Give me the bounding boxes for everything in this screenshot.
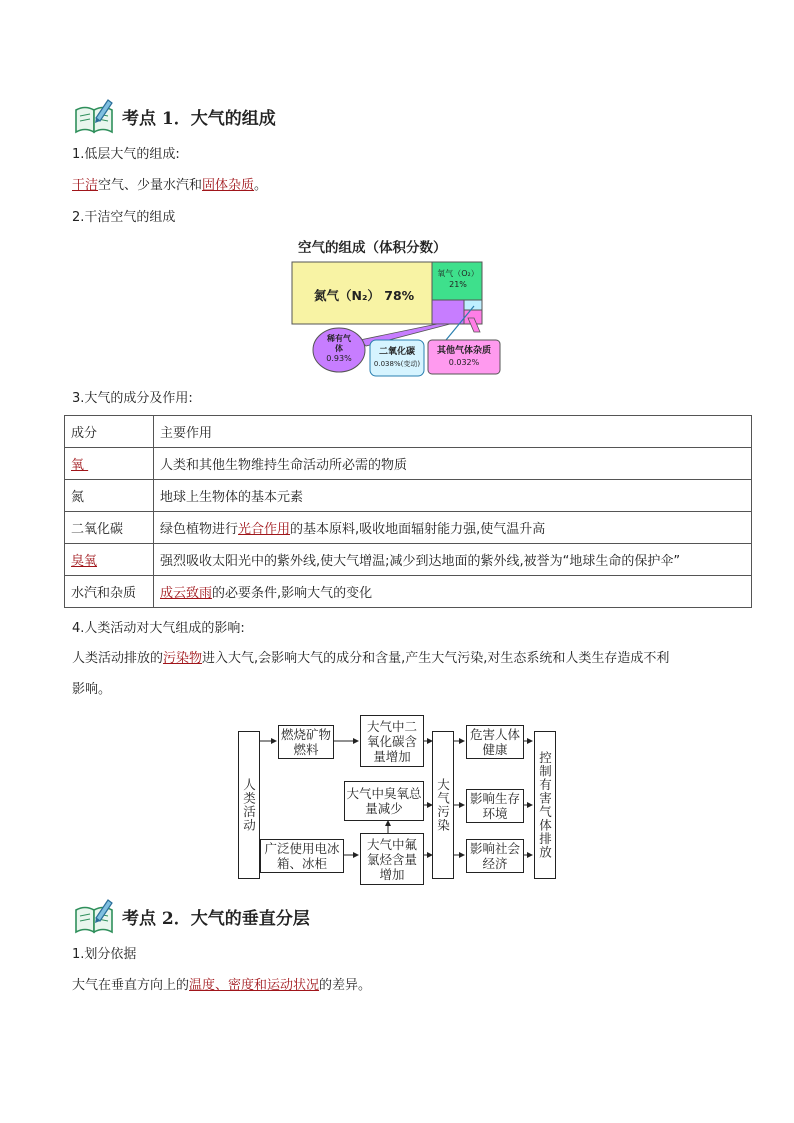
air-pollution-box: 大气污染 — [432, 731, 454, 879]
rare-gas-value: 0.93% — [326, 354, 352, 363]
effect-cell: 人类和其他生物维持生命活动所必需的物质 — [154, 448, 752, 480]
components-heading: 3.大气的成分及作用: — [72, 391, 193, 406]
table-row — [65, 576, 752, 608]
text-fragment: 的差异。 — [319, 978, 372, 993]
human-impact-flowchart — [238, 715, 554, 882]
rare-gas-name-2: 体 — [335, 344, 343, 353]
other-gas-value: 0.032% — [448, 358, 480, 367]
other-gas-name: 其他气体杂质 — [436, 346, 491, 356]
low-atmosphere-text — [72, 177, 267, 195]
oxygen-value: 21% — [449, 280, 467, 289]
burn-fossil-fuel-box: 燃烧矿物燃料 — [278, 725, 334, 759]
human-impact-heading: 4.人类活动对大气组成的影响: — [72, 621, 245, 636]
components-table — [64, 415, 752, 608]
division-basis-text — [72, 977, 371, 995]
other-gas-label — [428, 345, 500, 369]
rare-gas-name: 稀有气 — [327, 334, 351, 343]
effect-cell — [154, 512, 752, 544]
section-1-title: 考点 1．大气的组成 — [122, 108, 276, 129]
text-fragment: 人类活动排放的 — [72, 651, 164, 666]
component-cell — [65, 448, 154, 480]
text-fragment: 的必要条件,影响大气的变化 — [212, 586, 373, 601]
text-fragment: 进入大气,会影响大气的成分和含量,产生大气污染,对生态系统和人类生存造成不利 — [202, 651, 670, 666]
component-name: 氧 — [71, 458, 85, 473]
ozone-decrease-box: 大气中臭氧总量减少 — [344, 781, 424, 821]
text-fragment: 。 — [254, 178, 268, 193]
air-composition-chart — [290, 234, 504, 378]
text-fragment: 空气、少量水汽和 — [98, 178, 203, 193]
text-fragment: 绿色植物进行 — [160, 522, 239, 537]
co2-increase-box: 大气中二氧化碳含量增加 — [360, 715, 424, 767]
text-fragment: 大气在垂直方向上的 — [72, 978, 190, 993]
dry-air-heading: 2.干洁空气的组成 — [72, 210, 176, 225]
keyword-photosynthesis: 光合作用 — [238, 522, 291, 537]
co2-value: 0.038%(变动) — [373, 360, 421, 368]
oxygen-label — [434, 268, 482, 290]
book-pen-icon — [72, 896, 116, 936]
control-emission-box: 控制有害气体排放 — [534, 731, 556, 879]
table-row — [65, 448, 752, 480]
low-atmosphere-heading: 1.低层大气的组成: — [72, 147, 180, 162]
component-cell — [65, 544, 154, 576]
co2-label — [370, 346, 424, 370]
affect-environment-box: 影响生存环境 — [466, 789, 524, 823]
co2-name: 二氧化碳 — [378, 347, 415, 357]
effect-cell — [154, 576, 752, 608]
keyword-cloud-rain: 成云致雨 — [160, 586, 213, 601]
rare-gas-block — [432, 300, 464, 324]
header-cell: 主要作用 — [154, 416, 752, 448]
section-2-heading — [72, 896, 310, 936]
table-row — [65, 512, 752, 544]
effect-cell: 强烈吸收太阳光中的紫外线,使大气增温;减少到达地面的紫外线,被誉为“地球生命的保护伞” — [154, 544, 752, 576]
header-cell: 成分 — [65, 416, 154, 448]
section-2-title: 考点 2．大气的垂直分层 — [122, 908, 310, 929]
co2-block — [464, 300, 482, 310]
affect-economy-box: 影响社会经济 — [466, 839, 524, 873]
component-cell: 水汽和杂质 — [65, 576, 154, 608]
section-1-heading — [72, 96, 276, 136]
rare-gas-label — [315, 334, 363, 364]
component-cell: 氮 — [65, 480, 154, 512]
book-pen-icon — [72, 96, 116, 136]
harm-health-box: 危害人体健康 — [466, 725, 524, 759]
keyword-temperature-density-motion: 温度、密度和运动状况 — [189, 978, 320, 993]
chart-title: 空气的组成（体积分数） — [298, 240, 447, 256]
nitrogen-label: 氮气（N₂） 78% — [314, 288, 415, 303]
oxygen-name: 氧气（O₂） — [437, 269, 479, 278]
keyword-dry-clean: 干洁 — [72, 178, 99, 193]
component-cell: 二氧化碳 — [65, 512, 154, 544]
effect-cell: 地球上生物体的基本元素 — [154, 480, 752, 512]
table-row — [65, 544, 752, 576]
use-fridge-box: 广泛使用电冰箱、冰柜 — [260, 839, 344, 873]
division-basis-heading: 1.划分依据 — [72, 947, 137, 962]
table-row — [65, 480, 752, 512]
table-header-row — [65, 416, 752, 448]
human-activity-box: 人类活动 — [238, 731, 260, 879]
human-impact-text-2: 影响。 — [72, 682, 112, 697]
cfc-increase-box: 大气中氟氯烃含量增加 — [360, 833, 424, 885]
keyword-solid-impurities: 固体杂质 — [202, 178, 255, 193]
component-name: 臭氧 — [71, 554, 98, 569]
keyword-pollutants: 污染物 — [163, 651, 203, 666]
human-impact-text-1 — [72, 650, 669, 668]
text-fragment: 的基本原料,吸收地面辐射能力强,使气温升高 — [290, 522, 546, 537]
